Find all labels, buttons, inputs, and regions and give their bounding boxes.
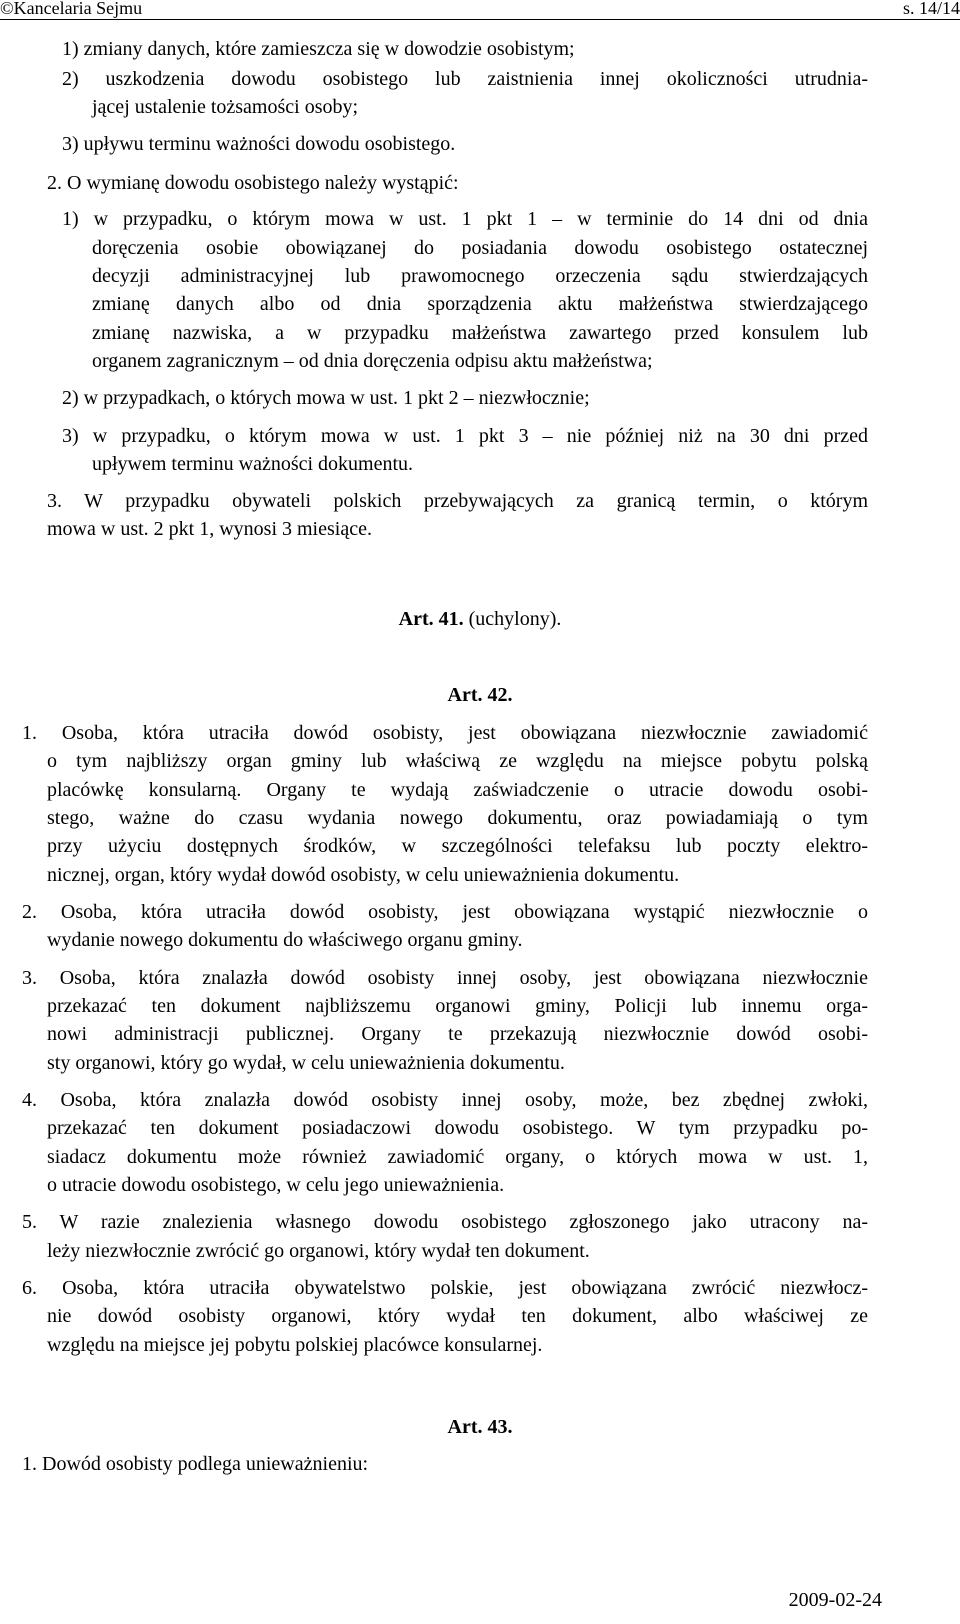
text-line: 3) w przypadku, o którym mowa w ust. 1 pkt 3 – nie później niż na 30 dni przed (62, 425, 868, 447)
text-line: stego, ważne do czasu wydania nowego dokumentu, oraz powiadamiają o tym (47, 807, 868, 829)
text-line: przekazać ten dokument posiadaczowi dowodu osobistego. W tym przypadku po- (47, 1117, 868, 1139)
text-line: 2) uszkodzenia dowodu osobistego lub zaistnienia innej okoliczności utrudnia- (62, 68, 868, 90)
text-line: 2) w przypadkach, o których mowa w ust. 1 pkt 2 – niezwłocznie; (62, 387, 590, 409)
article-41-note: (uchylony). (463, 608, 562, 630)
text-line: 1) zmiany danych, które zamieszcza się w dowodzie osobistym; (62, 38, 575, 60)
text-line: doręczenia osobie obowiązanej do posiadania dowodu osobistego ostatecznej (92, 237, 868, 259)
text-line: 4. Osoba, która znalazła dowód osobisty innej osoby, może, bez zbędnej zwłoki, (22, 1089, 868, 1111)
article-42-heading: Art. 42. (447, 684, 513, 706)
text-line: sty organowi, który go wydał, w celu unieważnienia dokumentu. (47, 1052, 565, 1074)
text-line: placówkę konsularną. Organy te wydają zaświadczenie o utracie dowodu osobi- (47, 779, 868, 801)
text-line: 3) upływu terminu ważności dowodu osobistego. (62, 133, 456, 155)
text-line: przekazać ten dokument najbliższemu organowi gminy, Policji lub innemu orga- (47, 995, 868, 1017)
text-line: zmianę danych albo od dnia sporządzenia aktu małżeństwa stwierdzającego (92, 293, 868, 315)
text-line: 2. Osoba, która utraciła dowód osobisty, jest obowiązana wystąpić niezwłocznie o (22, 901, 868, 923)
text-line: mowa w ust. 2 pkt 1, wynosi 3 miesiące. (47, 518, 372, 540)
text-line: 2. O wymianę dowodu osobistego należy wystąpić: (47, 172, 459, 194)
text-line: przy użyciu dostępnych środków, w szczególności telefaksu lub poczty elektro- (47, 835, 868, 857)
text-line: nicznej, organ, który wydał dowód osobisty, w celu unieważnienia dokumentu. (47, 864, 680, 886)
text-line: 1) w przypadku, o którym mowa w ust. 1 pkt 1 – w terminie do 14 dni od dnia (62, 208, 868, 230)
text-line: decyzji administracyjnej lub prawomocnego orzeczenia sądu stwierdzających (92, 265, 868, 287)
text-line: wydanie nowego dokumentu do właściwego organu gminy. (47, 929, 523, 951)
text-line: 3. Osoba, która znalazła dowód osobisty innej osoby, jest obowiązana niezwłocznie (22, 967, 868, 989)
footer-date: 2009-02-24 (788, 1589, 882, 1611)
header-page-number: s. 14/14 (902, 0, 960, 18)
text-line: upływem terminu ważności dokumentu. (92, 453, 414, 475)
text-line: siadacz dokumentu może również zawiadomić organy, o których mowa w ust. 1, (47, 1146, 868, 1168)
header-rule (0, 19, 960, 20)
text-line: leży niezwłocznie zwrócić go organowi, który wydał ten dokument. (47, 1240, 590, 1262)
text-line: jącej ustalenie tożsamości osoby; (92, 96, 359, 118)
text-line: 1. Osoba, która utraciła dowód osobisty, jest obowiązana niezwłocznie zawiadomić (22, 722, 868, 744)
text-line: nowi administracji publicznej. Organy te przekazują niezwłocznie dowód osobi- (47, 1023, 868, 1045)
article-41-heading (0, 607, 960, 631)
text-line: nie dowód osobisty organowi, który wydał ten dokument, albo właściwej ze (47, 1305, 868, 1327)
article-43-heading: Art. 43. (447, 1416, 513, 1438)
header-source: ©Kancelaria Sejmu (0, 0, 143, 18)
text-line: o tym najbliższy organ gminy lub właściwą ze względu na miejsce pobytu polską (47, 750, 868, 772)
text-line: 3. W przypadku obywateli polskich przebywających za granicą termin, o którym (47, 490, 868, 512)
text-line: organem zagranicznym – od dnia doręczenia odpisu aktu małżeństwa; (92, 350, 653, 372)
text-line: 6. Osoba, która utraciła obywatelstwo polskie, jest obowiązana zwrócić niezwłocz- (22, 1277, 868, 1299)
article-41-title: Art. 41. (398, 608, 464, 630)
text-line: względu na miejsce jej pobytu polskiej placówce konsularnej. (47, 1334, 543, 1356)
text-line: 1. Dowód osobisty podlega unieważnieniu: (22, 1453, 369, 1475)
text-line: 5. W razie znalezienia własnego dowodu osobistego zgłoszonego jako utracony na- (22, 1211, 868, 1233)
text-line: zmianę nazwiska, a w przypadku małżeństwa zawartego przed konsulem lub (92, 322, 868, 344)
text-line: o utracie dowodu osobistego, w celu jego unieważnienia. (47, 1174, 505, 1196)
